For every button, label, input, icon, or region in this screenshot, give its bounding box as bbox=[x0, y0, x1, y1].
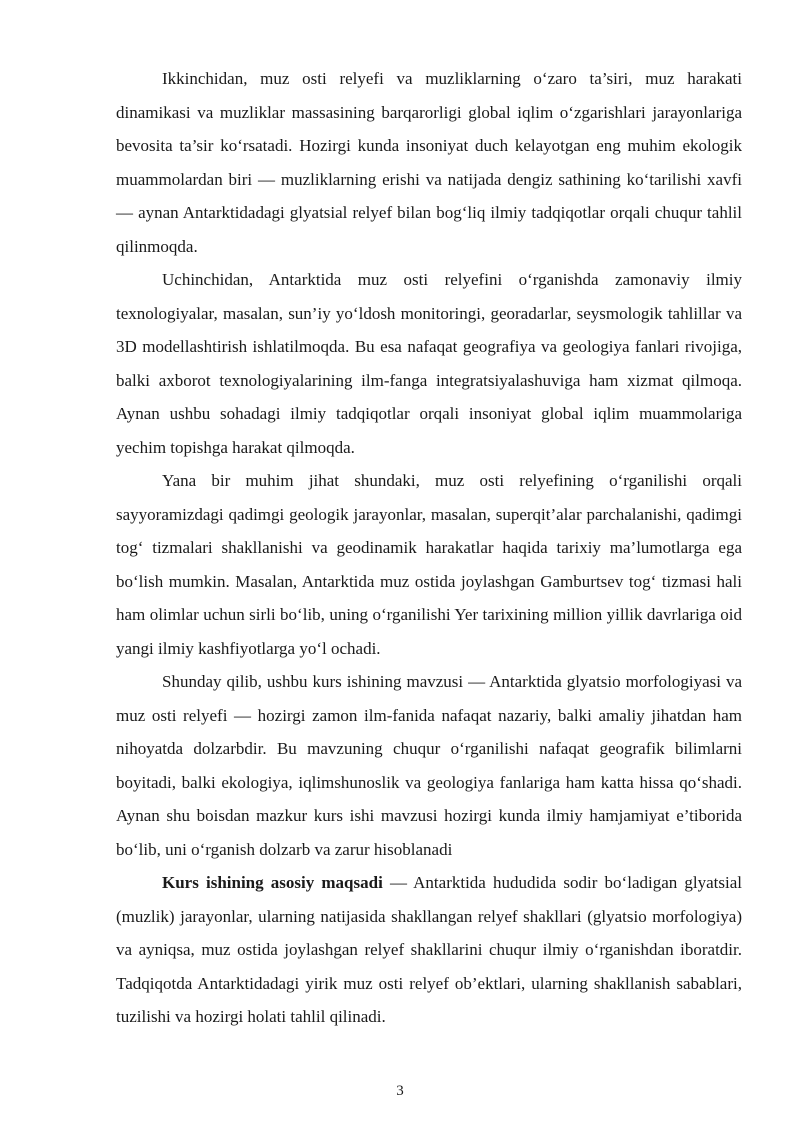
paragraph-text: Uchinchidan, Antarktida muz osti relyefini o‘rganishda zamonaviy ilmiy texnologiyalar, masalan, sun’iy yo‘ldosh monitoringi, georadarlar, seysmologik tahlillar va 3D modellashtirish ishlatilmoqda. Bu esa nafaqat geografiya va geologiya fanlari rivojiga, balki axborot texnologiyalarining ilm-fanga integratsiyalashuviga ham xizmat qilmoqa. Aynan ushbu sohadagi ilmiy tadqiqotlar orqali insoniyat global iqlim muammolariga yechim topishga harakat qilmoqda. bbox=[116, 270, 742, 457]
paragraph-subglacial-history bbox=[116, 464, 742, 665]
paragraph-text: Shunday qilib, ushbu kurs ishining mavzusi — Antarktida glyatsio morfologiyasi va muz osti relyefi — hozirgi zamon ilm-fanida nafaqat nazariy, balki amaliy jihatdan ham nihoyatda dolzarbdir. Bu mavzuning chuqur o‘rganilishi nafaqat geografik bilimlarni boyitadi, balki ekologiya, iqlimshunoslik va geologiya fanlariga ham katta hissa qo‘shadi. Aynan shu boisdan mazkur kurs ishi mavzusi hozirgi kunda ilmiy hamjamiyat e’tiborida bo‘lib, uni o‘rganish dolzarb va zarur hisoblanadi bbox=[116, 672, 742, 859]
page-number: 3 bbox=[396, 1083, 404, 1099]
paragraph-course-goal bbox=[116, 866, 742, 1034]
document-page bbox=[116, 62, 742, 1034]
paragraph-lead-bold: Kurs ishining asosiy maqsadi bbox=[162, 873, 383, 892]
paragraph-text: Yana bir muhim jihat shundaki, muz osti relyefining o‘rganilishi orqali sayyoramizdagi qadimgi geologik jarayonlar, masalan, superqit’alar parchalanishi, qadimgi tog‘ tizmalari shakllanishi va geodinamik harakatlar haqida tarixiy ma’lumotlarga ega bo‘lish mumkin. Masalan, Antarktida muz ostida joylashgan Gamburtsev tog‘ tizmasi hali ham olimlar uchun sirli bo‘lib, uning o‘rganilishi Yer tarixining million yillik davrlariga oid yangi ilmiy kashfiyotlarga yo‘l ochadi. bbox=[116, 471, 742, 658]
paragraph-text: — Antarktida hududida sodir bo‘ladigan glyatsial (muzlik) jarayonlar, ularning natijasida shakllangan relyef shakllari (glyatsio morfologiya) va ayniqsa, muz ostida joylashgan relyef shakllarini chuqur ilmiy o‘rganishdan iboratdir. Tadqiqotda Antarktidadagi yirik muz osti relyef ob’ektlari, ularning shakllanish sabablari, tuzilishi va hozirgi holati tahlil qilinadi. bbox=[116, 873, 742, 1026]
paragraph-third-point bbox=[116, 263, 742, 464]
paragraph-text: Ikkinchidan, muz osti relyefi va muzliklarning o‘zaro ta’siri, muz harakati dinamikasi va muzliklar massasining barqarorligi global iqlim o‘zgarishlari jarayonlariga bevosita ta’sir ko‘rsatadi. Hozirgi kunda insoniyat duch kelayotgan eng muhim ekologik muammolardan biri — muzliklarning erishi va natijada dengiz sathining ko‘tarilishi xavfi — aynan Antarktidadagi glyatsial relyef bilan bog‘liq ilmiy tadqiqotlar orqali chuqur tahlil qilinmoqda. bbox=[116, 69, 742, 256]
paragraph-conclusion bbox=[116, 665, 742, 866]
paragraph-second-point bbox=[116, 62, 742, 263]
